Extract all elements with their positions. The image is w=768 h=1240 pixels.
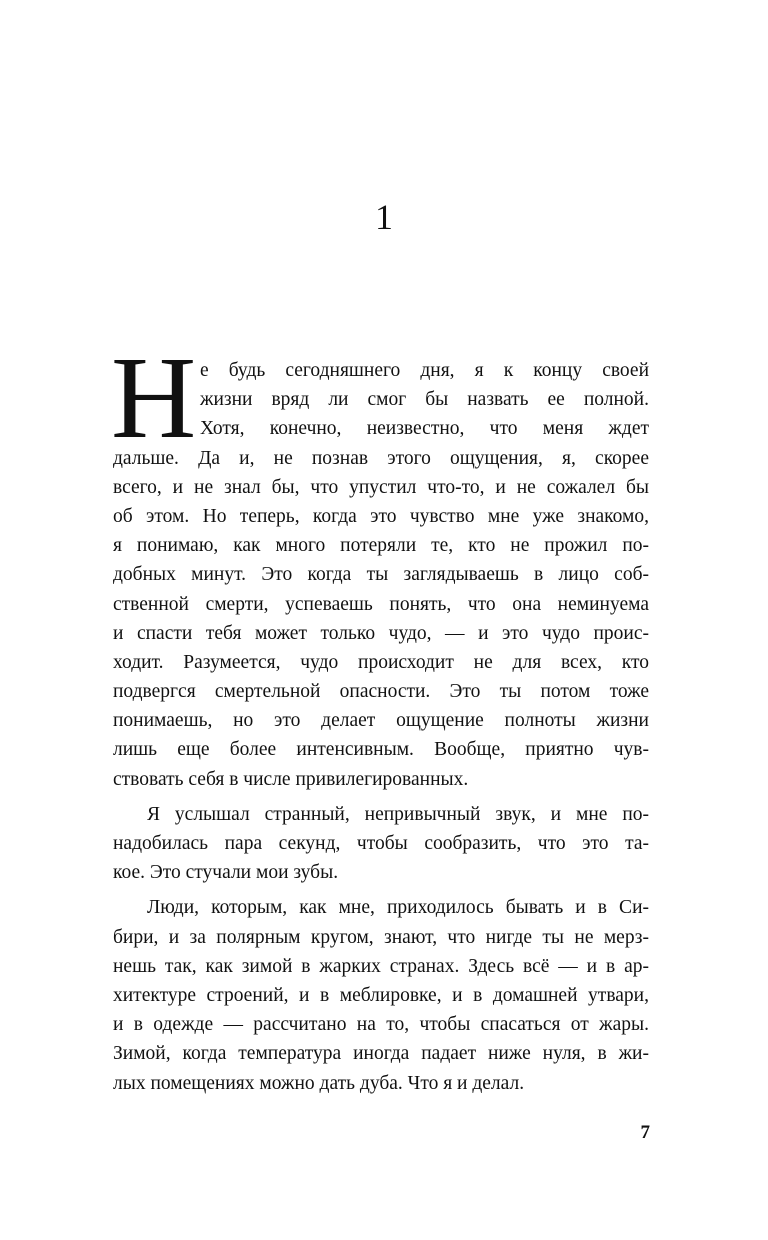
text-line: я понимаю, как много потеряли те, кто не прожил по- (113, 535, 649, 557)
text-line: Зимой, когда температура иногда падает ниже нуля, в жи- (113, 1043, 649, 1065)
text-line: Люди, которым, как мне, приходилось бывать и в Си- (147, 897, 649, 919)
text-line: кое. Это стучали мои зубы. (113, 862, 339, 884)
text-line: лых помещениях можно дать дуба. Что я и делал. (113, 1072, 525, 1094)
text-line: бири, и за полярным кругом, знают, что нигде ты не мерз- (113, 926, 649, 948)
text-line: жизни вряд ли смог бы назвать ее полной. (200, 389, 649, 411)
chapter-number: 1 (375, 197, 393, 237)
text-line: добных минут. Это когда ты заглядываешь в лицо соб- (113, 564, 649, 586)
text-line: Я услышал странный, непривычный звук, и мне по- (147, 803, 649, 825)
text-line: е будь сегодняшнего дня, я к концу своей (200, 360, 649, 381)
text-line: подвергся смертельной опасности. Это ты потом тоже (113, 681, 649, 703)
text-line: и спасти тебя может только чудо, — и это чудо проис- (113, 622, 649, 644)
text-line: лишь еще более интенсивным. Вообще, приятно чув- (113, 739, 649, 761)
text-line: понимаешь, но это делает ощущение полноты жизни (113, 710, 649, 732)
text-line: нешь так, как зимой в жарких странах. Здесь всё — и в ар- (113, 955, 649, 977)
text-line: ствовать себя в числе привилегированных. (113, 768, 469, 790)
body-text (111, 332, 649, 1098)
paragraph-3 (113, 893, 649, 1097)
text-line: дальше. Да и, не познав этого ощущения, я, скорее (113, 447, 649, 469)
text-line: ственной смерти, успеваешь понять, что она неминуема (113, 593, 649, 615)
text-line: ходит. Разумеется, чудо происходит не для всех, кто (113, 651, 649, 673)
text-line: и в одежде — рассчитано на то, чтобы спасаться от жары. (113, 1014, 649, 1036)
text-line: всего, и не знал бы, что упустил что-то, и не сожалел бы (113, 476, 649, 498)
text-line: об этом. Но теперь, когда это чувство мне уже знакомо, (113, 505, 649, 527)
page-number: 7 (640, 1122, 650, 1143)
text-line: надобилась пара секунд, чтобы сообразить, что это та- (113, 833, 649, 854)
text-line: хитектуре строений, и в меблировке, и в домашней утвари, (113, 984, 649, 1006)
drop-cap: Н (111, 332, 197, 463)
text-line: Хотя, конечно, неизвестно, что меня ждет (200, 418, 649, 440)
paragraph-2 (113, 800, 649, 888)
